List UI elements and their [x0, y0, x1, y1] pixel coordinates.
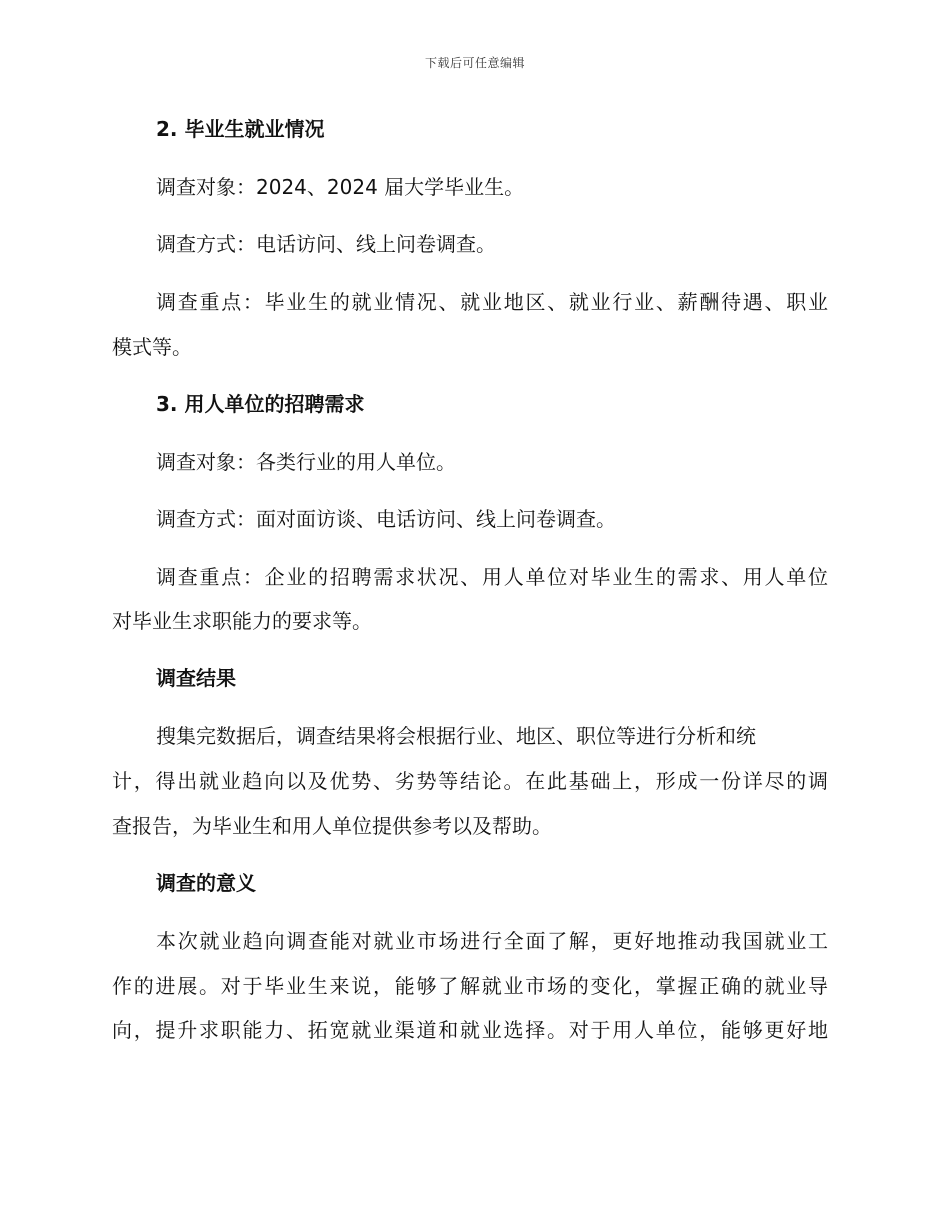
- page-header: 下载后可任意编辑: [424, 56, 525, 70]
- survey-focus-text-line2: 对毕业生求职能力的要求等。: [112, 609, 372, 633]
- survey-object-text: 调查对象：2024、2024 届大学毕业生。: [156, 175, 525, 199]
- significance-paragraph-line3: 向，提升求职能力、拓宽就业渠道和就业选择。对于用人单位，能够更好地: [112, 1018, 828, 1042]
- survey-method-text: 调查方式：面对面访谈、电话访问、线上问卷调查。: [156, 507, 616, 531]
- section-heading-results: 调查结果: [156, 666, 236, 690]
- results-paragraph-line1: 搜集完数据后，调查结果将会根据行业、地区、职位等进行分析和统: [156, 724, 756, 748]
- survey-method-text: 调查方式：电话访问、线上问卷调查。: [156, 232, 496, 256]
- section-heading-significance: 调查的意义: [156, 871, 256, 895]
- significance-paragraph-line2: 作的进展。对于毕业生来说，能够了解就业市场的变化，掌握正确的就业导: [112, 974, 828, 998]
- survey-focus-text-line2: 模式等。: [112, 335, 192, 359]
- section-heading-employer-demand: 3. 用人单位的招聘需求: [156, 392, 365, 416]
- survey-object-text: 调查对象：各类行业的用人单位。: [156, 450, 456, 474]
- survey-focus-text-line1: 调查重点：企业的招聘需求状况、用人单位对毕业生的需求、用人单位: [156, 565, 828, 589]
- survey-focus-text-line1: 调查重点：毕业生的就业情况、就业地区、就业行业、薪酬待遇、职业: [156, 290, 828, 314]
- section-heading-graduate-employment: 2. 毕业生就业情况: [156, 117, 325, 141]
- results-paragraph-line3: 查报告，为毕业生和用人单位提供参考以及帮助。: [112, 814, 552, 838]
- significance-paragraph-line1: 本次就业趋向调查能对就业市场进行全面了解，更好地推动我国就业工: [156, 929, 828, 953]
- results-paragraph-line2: 计，得出就业趋向以及优势、劣势等结论。在此基础上，形成一份详尽的调: [112, 769, 828, 793]
